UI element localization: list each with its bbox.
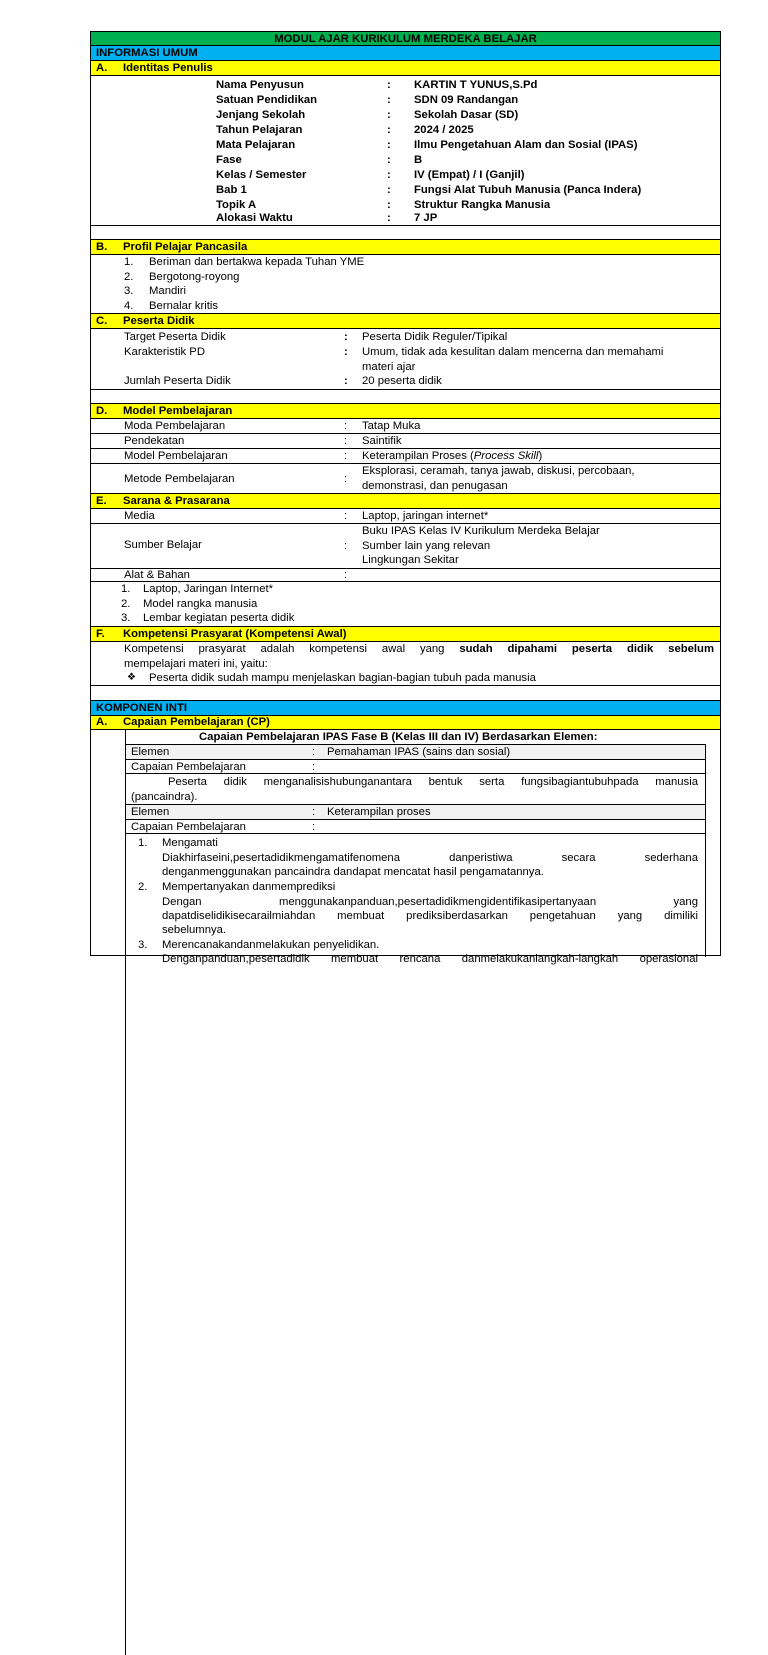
step-line: Diakhirfaseini,pesertadidikmengamatifenomena danperistiwa secara sederhana [162,852,698,864]
list-item: Mandiri [149,285,187,297]
identitas-value: Ilmu Pengetahuan Alam dan Sosial (IPAS) [414,139,638,151]
step-title: Mempertanyakan danmemprediksi [162,881,336,893]
step-line: Dengan menggunakanpanduan,pesertadidikmengidentifikasipertanyaan yang [162,896,698,908]
identitas-label: Bab 1 [216,184,247,196]
section-heading: Peserta Didik [123,315,195,327]
separator: : [344,420,348,432]
identitas-label: Jenjang Sekolah [216,109,306,121]
separator: : [312,821,316,833]
section-cp-bar [91,716,720,730]
elemen-label: Elemen [131,806,170,818]
sarana-row-sumber [91,524,720,569]
identitas-value: Fungsi Alat Tubuh Manusia (Panca Indera) [414,184,642,196]
identitas-separator: : [387,184,391,196]
alat-list [91,582,720,627]
pendekatan-value: Saintifik [362,435,402,447]
model-value-italic: Process Skill [473,450,539,462]
list-item: Lembar kegiatan peserta didik [143,612,295,624]
model-row-model [91,449,720,464]
kompetensi-bold-text: sudah dipahami peserta didik sebelum [459,643,714,655]
list-number: 3. [121,612,131,624]
section-letter: E. [96,495,107,507]
list-number: 1. [124,256,134,268]
identitas-separator: : [387,139,391,151]
identitas-separator: : [387,212,391,224]
model-label: Model Pembelajaran [124,450,228,462]
alat-label: Alat & Bahan [124,569,190,581]
list-number: 2. [121,598,131,610]
model-value [362,449,542,463]
cp-description-row [126,774,705,805]
spacer-row [91,686,720,701]
step-line: dapatdiselidikisecarailmiahdan membuat prediksiberdasarkan pengetahuan yang dimiliki [162,910,698,922]
list-item: Laptop, Jaringan Internet* [143,583,274,595]
kompetensi-text: Kompetensi prasyarat adalah kompetensi awal yang [124,643,445,655]
section-a-bar [91,61,720,76]
moda-value: Tatap Muka [362,420,421,432]
identitas-block [91,76,720,226]
separator: : [344,473,348,485]
spacer-row [91,389,720,404]
sumber-label: Sumber Belajar [124,539,202,551]
jumlah-value: 20 peserta didik [362,375,442,387]
step-number: 2. [138,881,148,893]
section-letter: A. [96,716,108,728]
media-label: Media [124,510,155,522]
identitas-label: Kelas / Semester [216,169,307,181]
identitas-value: 7 JP [414,212,438,224]
cp-subtitle: Capaian Pembelajaran IPAS Fase B (Kelas III dan IV) Berdasarkan Elemen: [199,731,598,743]
identitas-label: Nama Penyusun [216,79,304,91]
separator: : [344,346,348,358]
section-heading: Sarana & Prasarana [123,495,230,507]
cp-description-line: (pancaindra). [131,791,198,803]
media-value: Laptop, jaringan internet* [362,510,489,522]
jumlah-label: Jumlah Peserta Didik [124,375,231,387]
identitas-separator: : [387,154,391,166]
identitas-label: Alokasi Waktu [216,212,293,224]
section-letter: C. [96,315,108,327]
step-line: denganmenggunakan pancaindra dandapat mencatat hasil pengamatannya. [162,866,544,878]
model-value-end: ) [538,450,543,462]
identitas-label: Topik A [216,199,257,211]
identitas-separator: : [387,94,391,106]
moda-label: Moda Pembelajaran [124,420,226,432]
identitas-value: KARTIN T YUNUS,S.Pd [414,79,538,91]
identitas-label: Fase [216,154,242,166]
komponen-inti-heading: KOMPONEN INTI [96,702,188,714]
separator: : [312,806,316,818]
list-item: Bernalar kritis [149,300,219,312]
section-f-bar [91,627,720,642]
target-value: Peserta Didik Reguler/Tipikal [362,331,508,343]
diamond-bullet-icon: ❖ [127,672,136,683]
list-item: Model rangka manusia [143,598,258,610]
document-title: MODUL AJAR KURIKULUM MERDEKA BELAJAR [274,33,537,45]
title-bar [91,32,720,46]
model-value-text: Keterampilan Proses ( [362,450,474,462]
separator: : [344,375,348,387]
cp-label-row [126,820,705,834]
cp-label: Capaian Pembelajaran [131,761,246,773]
section-heading: Model Pembelajaran [123,405,233,417]
separator: : [344,450,348,462]
section-heading: Identitas Penulis [123,62,213,74]
step-number: 1. [138,837,148,849]
identitas-label: Satuan Pendidikan [216,94,318,106]
section-letter: F. [96,628,105,640]
cp-elemen-row [126,745,705,760]
komponen-inti-bar [91,701,720,716]
metode-label: Metode Pembelajaran [124,473,235,485]
separator: : [344,510,348,522]
kompetensi-block [91,642,720,686]
elemen-value: Pemahaman IPAS (sains dan sosial) [327,746,511,758]
section-heading: Kompetensi Prasyarat (Kompetensi Awal) [123,628,347,640]
model-row-pendekatan [91,434,720,449]
karakteristik-value-line: Umum, tidak ada kesulitan dalam mencerna dan memahami [362,346,664,358]
sarana-row-alat [91,569,720,582]
separator: : [344,540,348,552]
section-letter: D. [96,405,108,417]
section-e-bar [91,494,720,509]
metode-value-line: Eksplorasi, ceramah, tanya jawab, diskusi, percobaan, [362,465,635,477]
profil-list [91,255,720,314]
model-row-moda [91,419,720,434]
pendekatan-label: Pendekatan [124,435,185,447]
identitas-label: Tahun Pelajaran [216,124,303,136]
spacer-row [91,226,720,240]
cp-table [125,744,706,965]
cp-label: Capaian Pembelajaran [131,821,246,833]
separator: : [312,761,316,773]
step-title: Mengamati [162,837,218,849]
identitas-separator: : [387,109,391,121]
list-number: 4. [124,300,134,312]
identitas-separator: : [387,169,391,181]
sumber-value-line: Lingkungan Sekitar [362,554,459,566]
karakteristik-value-line: materi ajar [362,361,416,373]
metode-value-line: demonstrasi, dan penugasan [362,480,508,492]
modul-ajar-document [90,31,721,965]
cp-description-line: Peserta didik menganalisishubunganantara bentuk serta fungsibagiantubuhpada manusia [168,776,698,788]
informasi-umum-bar [91,46,720,61]
identitas-label: Mata Pelajaran [216,139,296,151]
karakteristik-label: Karakteristik PD [124,346,205,358]
cp-elemen-row [126,805,705,820]
identitas-value: Sekolah Dasar (SD) [414,109,519,121]
section-letter: B. [96,241,108,253]
list-number: 1. [121,583,131,595]
section-c-bar [91,314,720,329]
separator: : [344,331,348,343]
informasi-umum-heading: INFORMASI UMUM [96,47,198,59]
target-label: Target Peserta Didik [124,331,226,343]
sumber-value-line: Buku IPAS Kelas IV Kurikulum Merdeka Belajar [362,525,600,537]
list-number: 2. [124,271,134,283]
kompetensi-paragraph-line: mempelajari materi ini, yaitu: [124,658,268,670]
list-number: 3. [124,285,134,297]
identitas-value: B [414,154,423,166]
section-d-bar [91,404,720,419]
separator: : [344,569,348,581]
step-line: Denganpanduan,pesertadidik membuat rencana danmelakukanlangkah-langkah operasional [162,953,698,965]
identitas-separator: : [387,79,391,91]
section-heading: Capaian Pembelajaran (CP) [123,716,270,728]
section-b-bar [91,240,720,255]
list-item: Bergotong-royong [149,271,240,283]
identitas-separator: : [387,199,391,211]
elemen-label: Elemen [131,746,170,758]
kompetensi-paragraph [124,642,714,656]
cp-label-row [126,760,705,774]
identitas-value: IV (Empat) / I (Ganjil) [414,169,525,181]
identitas-separator: : [387,124,391,136]
kompetensi-bullet-item: Peserta didik sudah mampu menjelaskan bagian-bagian tubuh pada manusia [149,672,536,684]
sumber-value-line: Sumber lain yang relevan [362,540,491,552]
separator: : [344,435,348,447]
step-number: 3. [138,939,148,951]
step-line: sebelumnya. [162,924,227,936]
peserta-block [91,329,720,389]
section-letter: A. [96,62,108,74]
list-item: Beriman dan bertakwa kepada Tuhan YME [149,256,365,268]
cp-steps [126,834,705,965]
identitas-value: 2024 / 2025 [414,124,474,136]
step-title: Merencanakandanmelakukan penyelidikan. [162,939,380,951]
model-row-metode [91,464,720,494]
section-heading: Profil Pelajar Pancasila [123,241,248,253]
elemen-value: Keterampilan proses [327,806,431,818]
sarana-row-media [91,509,720,524]
identitas-value: Struktur Rangka Manusia [414,199,551,211]
separator: : [312,746,316,758]
identitas-value: SDN 09 Randangan [414,94,519,106]
